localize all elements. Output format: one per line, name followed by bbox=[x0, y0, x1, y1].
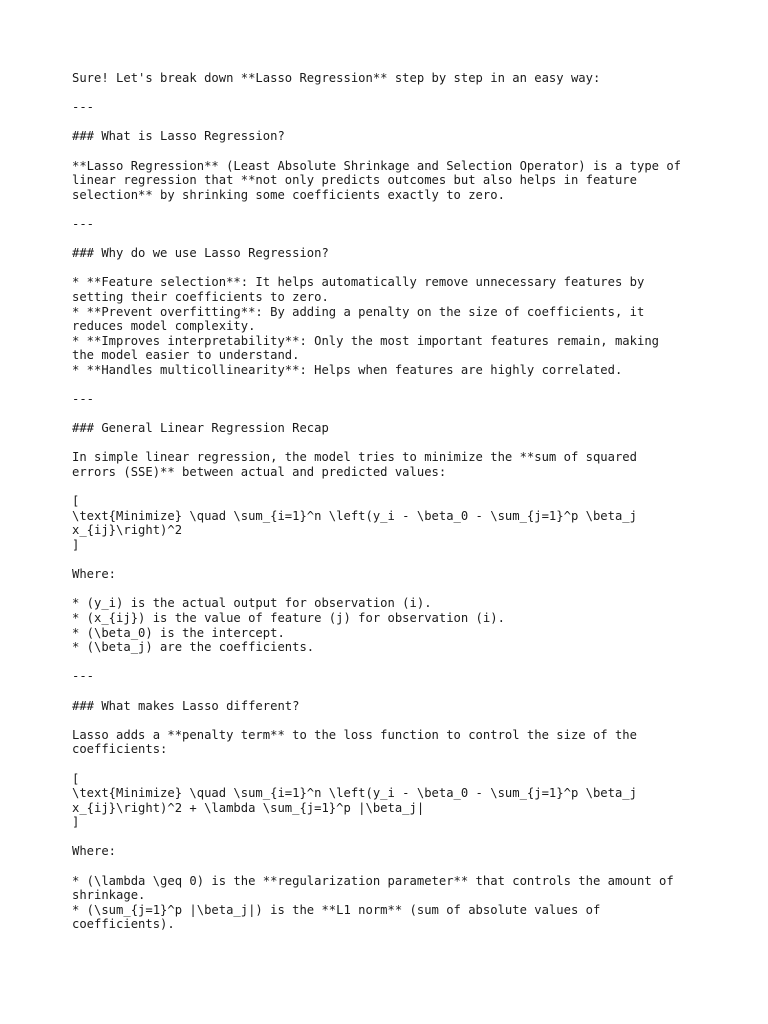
text-line: ] bbox=[72, 538, 80, 552]
blank-line bbox=[72, 232, 712, 247]
text-line: Where: bbox=[72, 567, 117, 582]
blank-line bbox=[72, 144, 712, 159]
section-heading: ### What is Lasso Regression? bbox=[72, 129, 285, 144]
text-line: Sure! Let's break down **Lasso Regression** step by step in an easy way: bbox=[72, 71, 601, 85]
list-item: * **Handles multicollinearity**: Helps when features are highly correlated. bbox=[72, 362, 623, 377]
blank-line bbox=[72, 859, 712, 874]
blank-line bbox=[72, 115, 712, 130]
section-heading: ### General Linear Regression Recap bbox=[72, 421, 329, 436]
text-line: x_{ij}\right)^2 + \lambda \sum_{j=1}^p |\beta_j| bbox=[72, 800, 425, 815]
text-line: errors (SSE)** between actual and predicted values: bbox=[72, 465, 447, 480]
text-line: Where: bbox=[72, 844, 117, 859]
list-item: * (y_i) is the actual output for observation (i). bbox=[72, 596, 432, 611]
text-line: coefficients: bbox=[72, 742, 168, 757]
text-line: selection** by shrinking some coefficients exactly to zero. bbox=[72, 187, 505, 202]
text-line: coefficients). bbox=[72, 917, 175, 932]
text-line: **Lasso Regression** (Least Absolute Shrinkage and Selection Operator) is a type of bbox=[72, 158, 682, 173]
blank-line bbox=[72, 713, 712, 728]
text-line: In simple linear regression, the model tries to minimize the **sum of squared bbox=[72, 450, 637, 465]
text-line: setting their coefficients to zero. bbox=[72, 289, 329, 304]
blank-line bbox=[72, 480, 712, 495]
list-item: * **Feature selection**: It helps automatically remove unnecessary features by bbox=[72, 275, 645, 290]
blank-line bbox=[72, 655, 712, 670]
list-item: * (\sum_{j=1}^p |\beta_j|) is the **L1 norm** (sum of absolute values of bbox=[72, 902, 601, 917]
text-line: ] bbox=[72, 815, 80, 830]
horizontal-rule: --- bbox=[72, 669, 95, 684]
horizontal-rule: --- bbox=[72, 392, 95, 407]
text-line: \text{Minimize} \quad \sum_{i=1}^n \left(y_i - \beta_0 - \sum_{j=1}^p \beta_j bbox=[72, 508, 637, 523]
section-heading: ### What makes Lasso different? bbox=[72, 698, 300, 713]
blank-line bbox=[72, 377, 712, 392]
text-line: reduces model complexity. bbox=[72, 319, 256, 334]
horizontal-rule: --- bbox=[72, 100, 95, 115]
blank-line bbox=[72, 407, 712, 422]
text-line: \text{Minimize} \quad \sum_{i=1}^n \left(y_i - \beta_0 - \sum_{j=1}^p \beta_j bbox=[72, 786, 637, 801]
list-item: * (\beta_0) is the intercept. bbox=[72, 625, 285, 640]
text-line: shrinkage. bbox=[72, 888, 146, 903]
list-item: * **Improves interpretability**: Only the most important features remain, making bbox=[72, 333, 659, 348]
list-item: * (\lambda \geq 0) is the **regularization parameter** that controls the amount of bbox=[72, 873, 674, 888]
blank-line bbox=[72, 582, 712, 597]
blank-line bbox=[72, 202, 712, 217]
list-item: * **Prevent overfitting**: By adding a penalty on the size of coefficients, it bbox=[72, 304, 645, 319]
horizontal-rule: --- bbox=[72, 216, 95, 231]
text-line: Lasso adds a **penalty term** to the loss function to control the size of the bbox=[72, 727, 637, 742]
list-item: * (\beta_j) are the coefficients. bbox=[72, 640, 315, 655]
text-line: [ bbox=[72, 494, 80, 509]
blank-line bbox=[72, 86, 712, 101]
text-line: [ bbox=[72, 771, 80, 786]
text-line: the model easier to understand. bbox=[72, 348, 300, 363]
text-line: linear regression that **not only predicts outcomes but also helps in feature bbox=[72, 173, 637, 188]
blank-line bbox=[72, 757, 712, 772]
blank-line bbox=[72, 436, 712, 451]
blank-line bbox=[72, 553, 712, 568]
list-item: * (x_{ij}) is the value of feature (j) for observation (i). bbox=[72, 610, 505, 625]
blank-line bbox=[72, 830, 712, 845]
blank-line bbox=[72, 261, 712, 276]
section-heading: ### Why do we use Lasso Regression? bbox=[72, 246, 329, 261]
document-body bbox=[72, 71, 712, 932]
text-line: x_{ij}\right)^2 bbox=[72, 523, 183, 538]
blank-line bbox=[72, 684, 712, 699]
